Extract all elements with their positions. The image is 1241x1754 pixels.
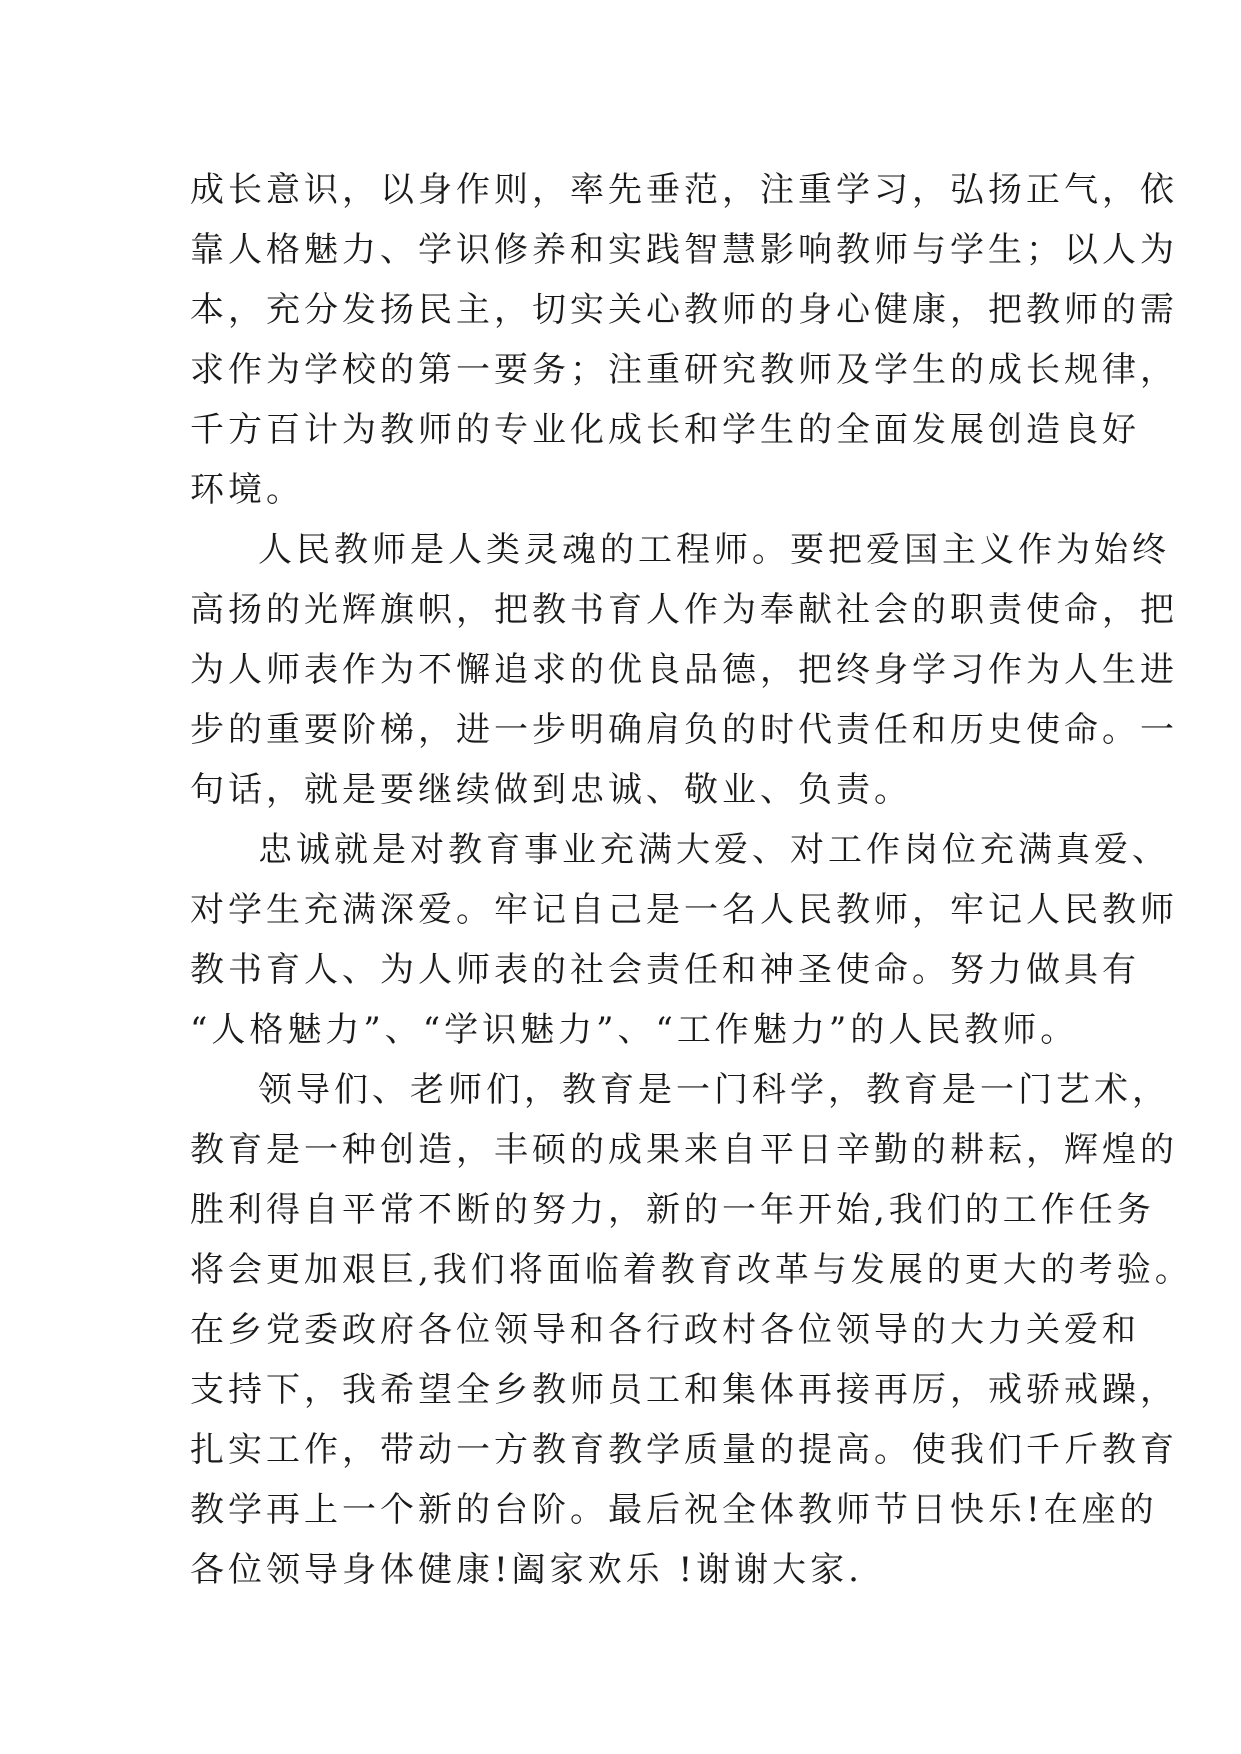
text-line: 领导们、老师们，教育是一门科学，教育是一门艺术， — [258, 1070, 1170, 1110]
text-line: 本，充分发扬民主，切实关心教师的身心健康，把教师的需 — [190, 290, 1178, 330]
text-line: 步的重要阶梯，进一步明确肩负的时代责任和历史使命。一 — [190, 710, 1178, 750]
text-line: 各位领导身体健康!阖家欢乐 !谢谢大家. — [190, 1550, 863, 1590]
text-line: 扎实工作，带动一方教育教学质量的提高。使我们千斤教育 — [190, 1430, 1178, 1470]
text-line: 高扬的光辉旗帜，把教书育人作为奉献社会的职责使命，把 — [190, 590, 1178, 630]
paragraph-1 — [190, 160, 1178, 520]
text-line: 靠人格魅力、学识修养和实践智慧影响教师与学生；以人为 — [190, 230, 1178, 270]
text-line: 句话，就是要继续做到忠诚、敬业、负责。 — [190, 770, 912, 810]
paragraph-2 — [190, 520, 1178, 820]
text-line: 为人师表作为不懈追求的优良品德，把终身学习作为人生进 — [190, 650, 1178, 690]
text-line: 教育是一种创造，丰硕的成果来自平日辛勤的耕耘，辉煌的 — [190, 1130, 1178, 1170]
text-line: 在乡党委政府各位领导和各行政村各位领导的大力关爱和 — [190, 1310, 1140, 1350]
text-line: 将会更加艰巨,我们将面临着教育改革与发展的更大的考验。 — [190, 1250, 1193, 1290]
text-line: 人民教师是人类灵魂的工程师。要把爱国主义作为始终 — [258, 530, 1170, 570]
text-line: 对学生充满深爱。牢记自己是一名人民教师，牢记人民教师 — [190, 890, 1178, 930]
text-line: 千方百计为教师的专业化成长和学生的全面发展创造良好 — [190, 410, 1140, 450]
text-line: 胜利得自平常不断的努力，新的一年开始,我们的工作任务 — [190, 1190, 1155, 1230]
document-body — [190, 160, 1193, 1600]
text-line: “人格魅力”、“学识魅力”、“工作魅力”的人民教师。 — [190, 1010, 1079, 1050]
paragraph-4 — [190, 1060, 1193, 1600]
text-line: 教书育人、为人师表的社会责任和神圣使命。努力做具有 — [190, 950, 1140, 990]
text-line: 环境。 — [190, 470, 304, 510]
text-line: 求作为学校的第一要务；注重研究教师及学生的成长规律， — [190, 350, 1178, 390]
text-line: 忠诚就是对教育事业充满大爱、对工作岗位充满真爱、 — [258, 830, 1170, 870]
text-line: 支持下，我希望全乡教师员工和集体再接再厉，戒骄戒躁， — [190, 1370, 1178, 1410]
text-line: 教学再上一个新的台阶。最后祝全体教师节日快乐!在座的 — [190, 1490, 1158, 1530]
text-line: 成长意识，以身作则，率先垂范，注重学习，弘扬正气，依 — [190, 170, 1178, 210]
paragraph-3 — [190, 820, 1178, 1060]
